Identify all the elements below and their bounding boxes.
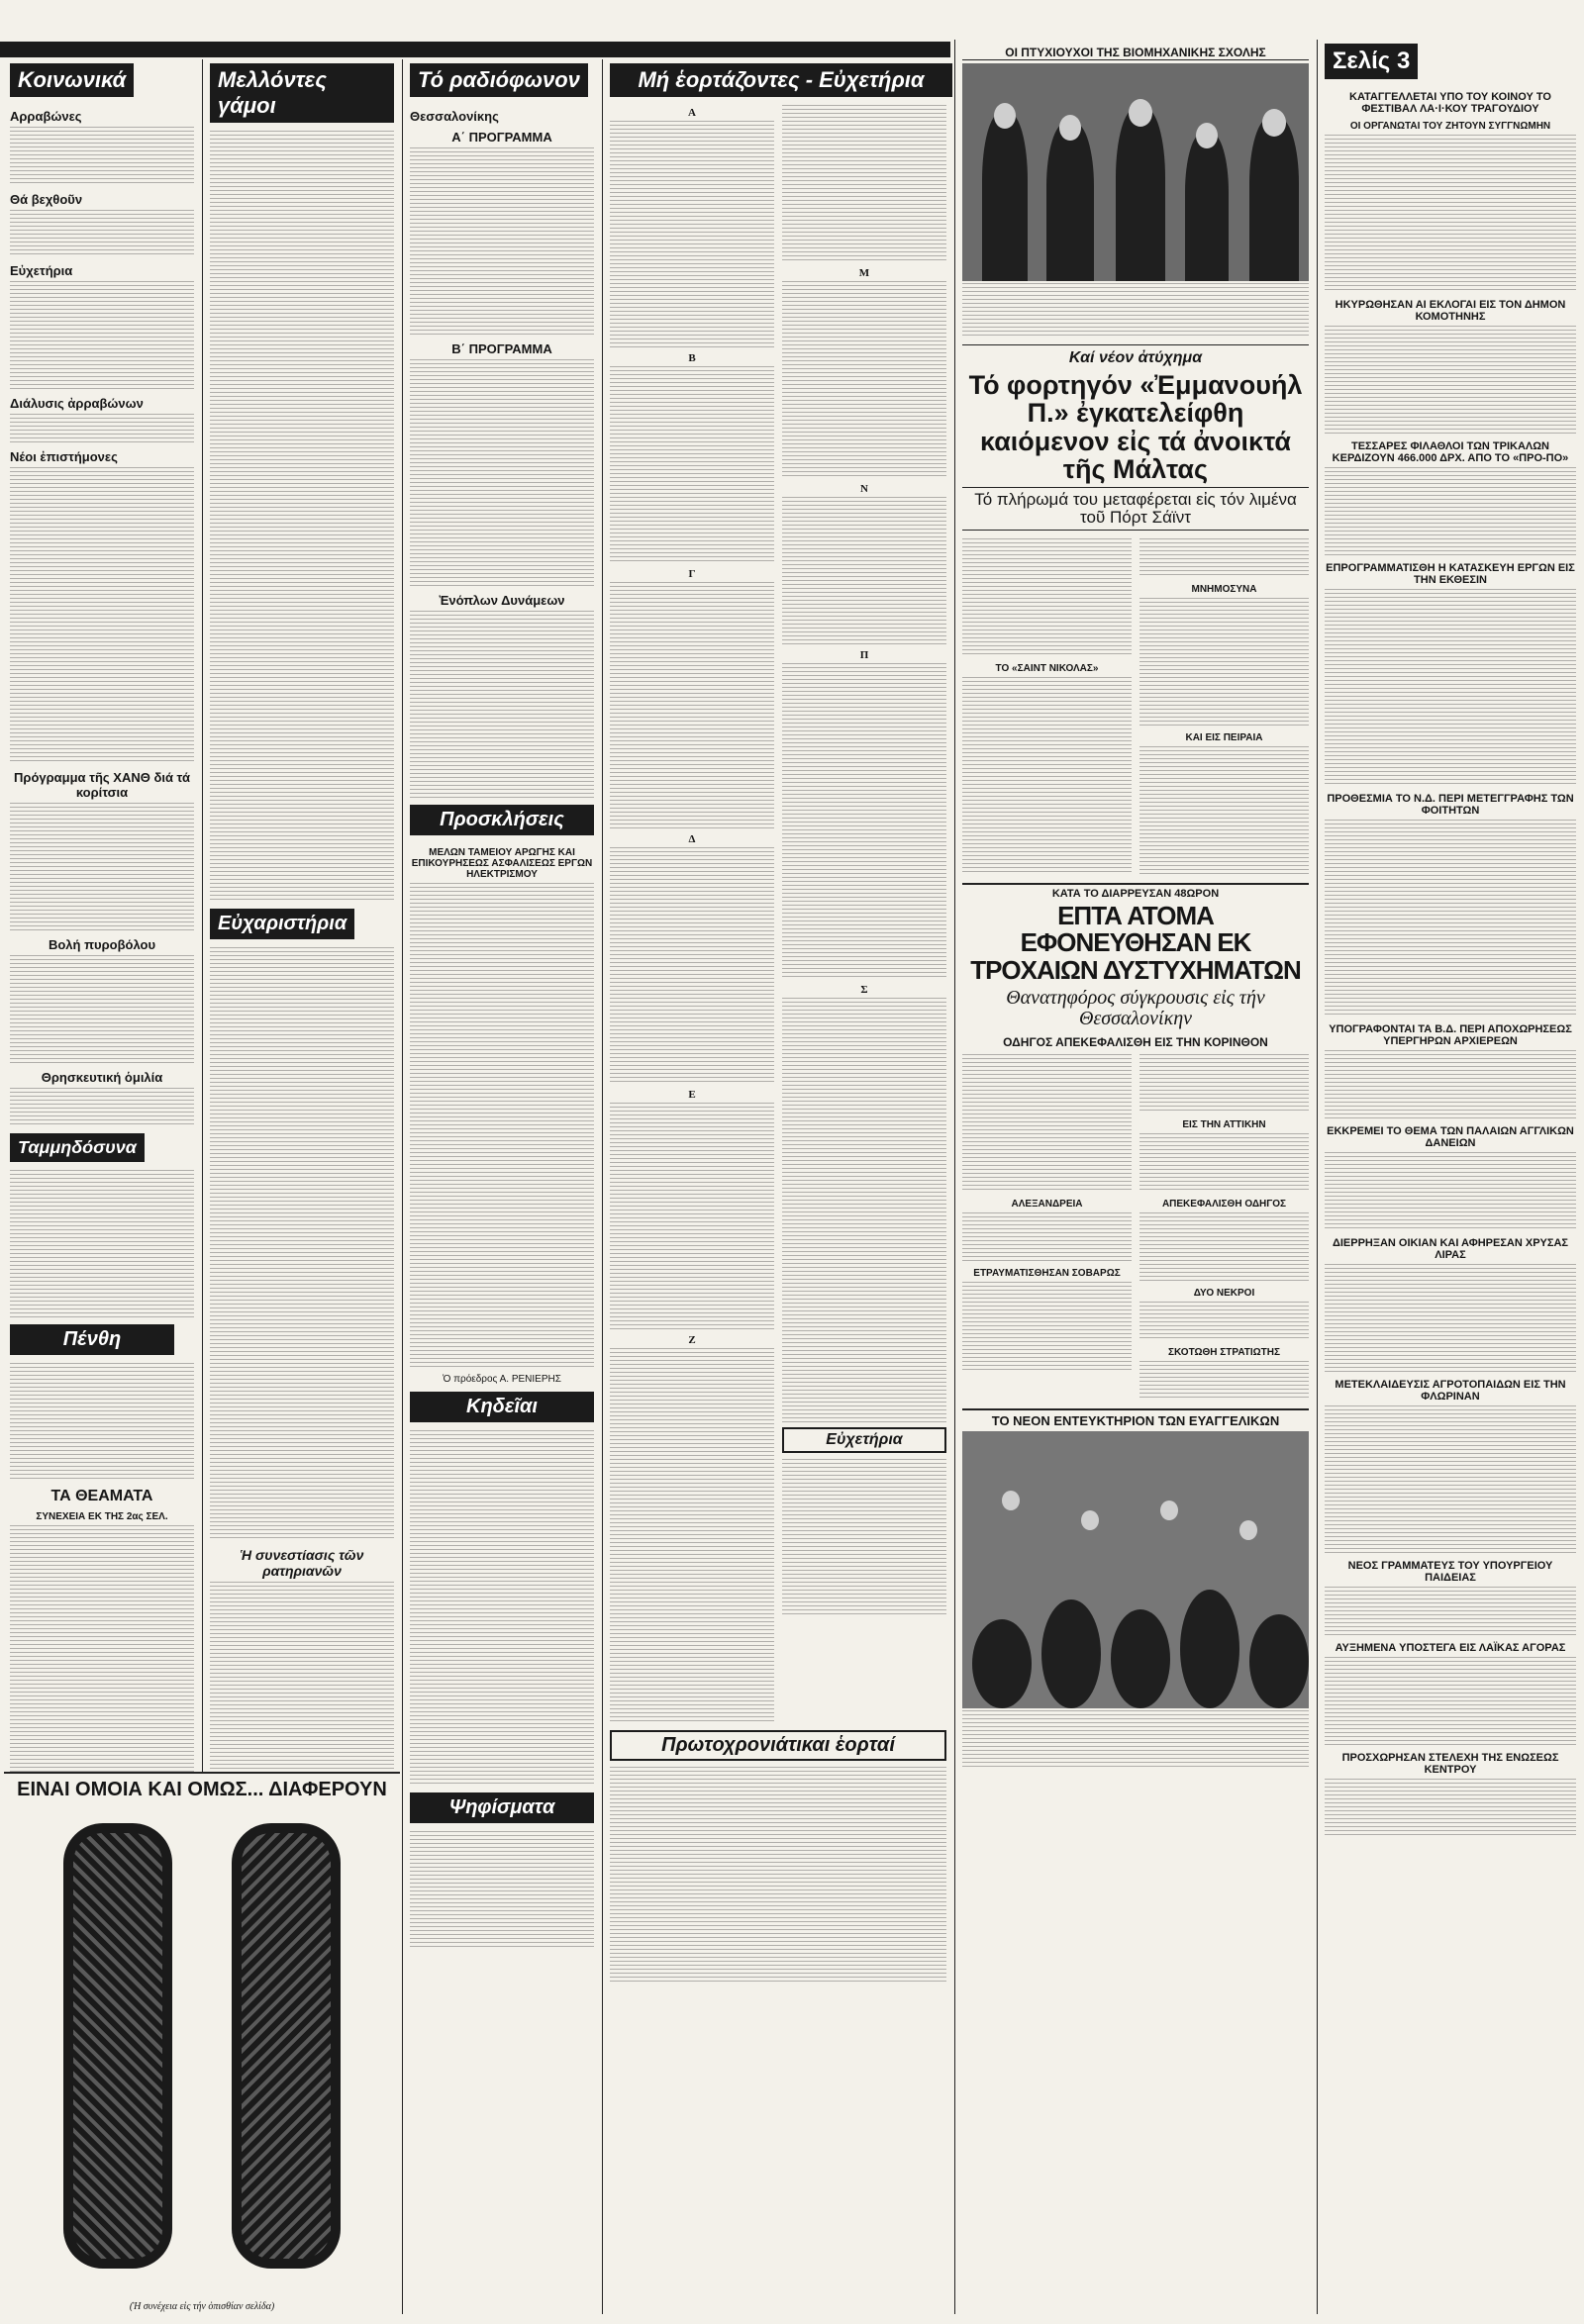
newyear-header: Πρωτοχρονιάτικαι ἑορταί (610, 1730, 946, 1761)
text-block (610, 1348, 774, 1724)
lost-heading: Βολή πυροβόλου (48, 937, 156, 952)
text-block (1139, 1302, 1309, 1341)
text-block (782, 663, 946, 980)
column-radio (404, 59, 600, 2314)
text-block (782, 998, 946, 1423)
text-block (962, 1282, 1132, 1371)
armed-forces-heading: Ἐνόπλων Δυνάμεων (439, 593, 565, 608)
page-number-tag: Σελίς 3 (1325, 44, 1418, 79)
text-block (962, 1212, 1132, 1262)
text-block (1325, 1050, 1576, 1119)
text-block (210, 1582, 394, 1770)
letter-heading: Γ (688, 568, 696, 580)
text-block (1325, 1405, 1576, 1554)
traffic-subheading: ΟΔΗΓΟΣ ΑΠΕΚΕΦΑΛΙΣΘΗ ΕΙΣ ΤΗΝ ΚΟΡΙΝΘΟΝ (1003, 1034, 1268, 1049)
nameday-header: Μή ἑορτάζοντες - Εὐχετήρια (610, 63, 952, 97)
nameday-subcolumn-left (610, 103, 774, 1726)
text-block (10, 127, 194, 186)
graduates-photo (962, 63, 1309, 281)
text-block (782, 1459, 946, 1617)
markets-headline: ΑΥΞΗΜΕΝΑ ΥΠΟΣΤΕΓΑ ΕΙΣ ΛΑΪΚΑΣ ΑΓΟΡΑΣ (1335, 1642, 1566, 1654)
ad-headline: ΕΙΝΑΙ ΟΜΟΙΑ ΚΑΙ ΟΜΩΣ... ΔΙΑΦΕΡΟΥΝ (17, 1779, 387, 1800)
column-briefs (1319, 40, 1582, 2314)
text-block (10, 1363, 194, 1482)
text-block (10, 1088, 194, 1127)
text-block (1325, 1152, 1576, 1231)
mourning-header: Πένθη (10, 1324, 174, 1355)
driver-heading: ΑΠΕΚΕΦΑΛΙΣΘΗ ΟΔΗΓΟΣ (1161, 1198, 1287, 1210)
ad-caption: (Ἡ συνέχεια εἰς τήν ὀπισθίαν σελίδα) (129, 2301, 275, 2312)
text-block (1325, 135, 1576, 293)
evangelical-photo (962, 1431, 1309, 1708)
alexandria-heading: ΑΛΕΞΑΝΔΡΕΙΑ (1011, 1198, 1083, 1210)
program-b-heading: Β΄ ΠΡΟΓΡΑΜΜΑ (451, 341, 552, 356)
traffic-deck: Θανατηφόρος σύγκρουσις εἰς τήν Θεσσαλονίκην (1006, 986, 1265, 1029)
photo-caption (962, 283, 1309, 339)
resolutions-header: Ψηφίσματα (410, 1792, 594, 1823)
text-block (10, 955, 194, 1064)
text-block (1139, 746, 1309, 875)
piraeus-heading: ΚΑΙ ΕΙΣ ΠΕΙΡΑΙΑ (1185, 732, 1263, 744)
text-block (10, 210, 194, 257)
text-block (10, 1170, 194, 1318)
text-block (410, 1430, 594, 1787)
text-block (610, 366, 774, 564)
tire-advertisement (4, 1772, 400, 2318)
traffic-headline: ΕΠΤΑ ΑΤΟΜΑ ΕΦΟΝΕΥΘΗΣΑΝ ΕΚ ΤΡΟΧΑΙΩΝ ΔΥΣΤΥΧΗΜΑΤΩΝ (970, 901, 1301, 985)
column-rule (1317, 40, 1318, 2314)
text-block (1139, 538, 1309, 578)
text-block (10, 803, 194, 931)
invitations-header: Προσκλήσεις (410, 805, 594, 835)
text-block (1139, 1133, 1309, 1193)
festival-headline: ΚΑΤΑΓΓΕΛΛΕΤΑΙ ΥΠΟ ΤΟΥ ΚΟΙΝΟΥ ΤΟ ΦΕΣΤΙΒΑΛ ΛΑ·Ι·ΚΟΥ ΤΡΑΓΟΥΔΙΟΥ (1349, 91, 1551, 115)
letter-heading: Π (859, 649, 869, 661)
traffic-kicker: ΚΑΤΑ ΤΟ ΔΙΑΡΡΕΥΣΑΝ 48ΩΡΟΝ (962, 883, 1309, 900)
text-block (1325, 1587, 1576, 1636)
thanks-header: Εὐχαριστήρια (210, 909, 354, 939)
program-heading: Πρόγραμμα τῆς ΧΑΝΘ διά τά κορίτσια (14, 770, 190, 800)
letter-heading: Ε (688, 1089, 696, 1101)
letter-heading: Ν (860, 483, 868, 495)
graduates-heading: Νέοι ἐπιστήμονες (10, 449, 118, 464)
saint-nicholas-heading: ΤΟ «ΣΑΙΝΤ ΝΙΚΟΛΑΣ» (995, 663, 1099, 675)
text-block (410, 147, 594, 336)
text-block (962, 677, 1132, 875)
text-block (410, 359, 594, 587)
letter-heading: Μ (858, 267, 870, 279)
births-heading: Θά βεχθοῦν (10, 192, 83, 207)
ship-deck: Τό πλήρωμά του μεταφέρεται εἰς τόν λιμένα τοῦ Πόρτ Σάϊντ (962, 487, 1309, 531)
column-rule (954, 40, 955, 2314)
column-weddings (204, 59, 400, 1770)
letter-heading: Σ (860, 984, 868, 996)
radio-station: Θεσσαλονίκης (410, 109, 499, 124)
soldier-heading: ΣΚΟΤΩΘΗ ΣΤΡΑΤΙΩΤΗΣ (1168, 1346, 1280, 1358)
two-dead-heading: ΔΥΟ ΝΕΚΡΟΙ (1193, 1287, 1255, 1299)
text-block (10, 467, 194, 764)
evangelical-photo-title: ΤΟ ΝΕΟΝ ΕΝΤΕΥΚΤΗΡΙΟΝ ΤΩΝ ΕΥΑΓΓΕΛΙΚΩΝ (962, 1408, 1309, 1428)
text-block (210, 947, 394, 1541)
text-block (1325, 1657, 1576, 1746)
column-news (956, 40, 1315, 2314)
text-block (610, 1767, 946, 1985)
wishes-heading: Εὐχετήρια (10, 263, 73, 278)
students-headline: ΠΡΟΘΕΣΜΙΑ ΤΟ Ν.Δ. ΠΕΡΙ ΜΕΤΕΓΓΡΑΦΗΣ ΤΩΝ ΦΟΙΤΗΤΩΝ (1327, 793, 1574, 817)
radio-header: Τό ραδιόφωνον (410, 63, 588, 97)
propo-headline: ΤΕΣΣΑΡΕΣ ΦΙΛΑΘΛΟΙ ΤΩΝ ΤΡΙΚΑΛΩΝ ΚΕΡΔΙΖΟΥΝ 466.000 ΔΡΧ. ΑΠΟ ΤΟ «ΠΡΟ-ΠΟ» (1332, 440, 1569, 464)
nameday-subcolumn-right (782, 103, 946, 1726)
funerals-header: Κηδεῖαι (410, 1392, 594, 1422)
shows-heading: ΤΑ ΘΕΑΜΑΤΑ (50, 1488, 153, 1504)
text-block (1325, 467, 1576, 556)
president-signature: Ὁ πρόεδρος Α. ΡΕΝΙΕΡΗΣ (443, 1374, 561, 1385)
society-header: Κοινωνικά (10, 63, 134, 97)
secretary-headline: ΝΕΟΣ ΓΡΑΜΜΑΤΕΥΣ ΤΟΥ ΥΠΟΥΡΓΕΙΟΥ ΠΑΙΔΕΙΑΣ (1347, 1560, 1553, 1584)
text-block (610, 121, 774, 348)
wishes-header: Εὐχετήρια (782, 1427, 946, 1453)
text-block (1139, 1212, 1309, 1282)
letter-heading: Ζ (688, 1334, 696, 1346)
text-block (962, 1054, 1132, 1193)
attica-heading: ΕΙΣ ΤΗΝ ΑΤΤΙΚΗΝ (1182, 1118, 1266, 1130)
text-block (962, 538, 1132, 657)
engagements-heading: Αρραβώνες (10, 109, 82, 124)
program-a-heading: Α΄ ΠΡΟΓΡΑΜΜΑ (451, 130, 552, 145)
text-block (410, 883, 594, 1368)
komotini-headline: ΗΚΥΡΩΘΗΣΑΝ ΑΙ ΕΚΛΟΓΑΙ ΕΙΣ ΤΟΝ ΔΗΜΟΝ ΚΟΜΟΤΗΝΗΣ (1335, 299, 1566, 323)
text-block (782, 105, 946, 263)
text-block (610, 1103, 774, 1330)
text-block (1325, 326, 1576, 435)
text-block (782, 497, 946, 645)
letter-heading: Α (688, 107, 696, 119)
text-block (1139, 598, 1309, 726)
letter-heading: Β (688, 352, 696, 364)
text-block (10, 281, 194, 390)
text-block (1325, 1264, 1576, 1373)
accident-kicker: Καί νέον ἀτύχημα (962, 344, 1309, 367)
memorials-heading: ΜΝΗΜΟΣΥΝΑ (1191, 584, 1257, 596)
text-block (1139, 1054, 1309, 1114)
sympathy-header: Ταμμηδόσυνα (10, 1133, 145, 1162)
dissolution-heading: Διάλυσις ἀρραβώνων (10, 396, 144, 411)
centre-union-headline: ΠΡΟΣΧΩΡΗΣΑΝ ΣΤΕΛΕΧΗ ΤΗΣ ΕΝΩΣΕΩΣ ΚΕΝΤΡΟΥ (1341, 1752, 1559, 1776)
text-block (782, 281, 946, 479)
festival-subheadline: ΟΙ ΟΡΓΑΝΩΤΑΙ ΤΟΥ ΖΗΤΟΥΝ ΣΥΓΓΝΩΜΗΝ (1349, 121, 1551, 132)
exhibition-headline: ΕΠΡΟΓΡΑΜΜΑΤΙΣΘΗ Η ΚΑΤΑΣΚΕΥΗ ΕΡΓΩΝ ΕΙΣ ΤΗΝ ΕΚΘΕΣΙΝ (1326, 562, 1575, 586)
masthead-strip (0, 42, 950, 57)
text-block (410, 1831, 594, 1950)
column-nameday (604, 59, 952, 2314)
florina-headline: ΜΕΤΕΚΛΑΙΔΕΥΣΙΣ ΑΓΡΟΤΟΠΑΙΔΩΝ ΕΙΣ ΤΗΝ ΦΛΩΡΙΝΑΝ (1335, 1379, 1566, 1403)
loans-headline: ΕΚΚΡΕΜΕΙ ΤΟ ΘΕΜΑ ΤΩΝ ΠΑΛΑΙΩΝ ΑΓΓΛΙΚΩΝ ΔΑΝΕΙΩΝ (1327, 1125, 1574, 1149)
tire-left-icon (63, 1823, 172, 2269)
weddings-header: Μελλόντες γάμοι (210, 63, 394, 123)
anniversary-heading: Ἡ συνεστίασις τῶν ρατηριανῶν (240, 1547, 364, 1579)
tire-right-icon (232, 1823, 341, 2269)
text-block (1325, 589, 1576, 787)
text-block (1325, 1779, 1576, 1838)
text-block (210, 131, 394, 903)
shows-subheading: ΣΥΝΕΧΕΙΑ ΕΚ ΤΗΣ 2ας ΣΕΛ. (36, 1511, 168, 1522)
text-block (610, 847, 774, 1085)
column-rule (602, 59, 603, 2314)
bishops-headline: ΥΠΟΓΡΑΦΟΝΤΑΙ ΤΑ Β.Δ. ΠΕΡΙ ΑΠΟΧΩΡΗΣΕΩΣ ΥΠΕΡΓΗΡΩΝ ΑΡΧΙΕΡΕΩΝ (1329, 1023, 1572, 1047)
ship-headline: Τό φορτηγόν «Ἐμμανουήλ Π.» ἐγκατελείφθη καιόμενον εἰς τά ἀνοικτά τῆς Μάλτας (968, 370, 1303, 485)
photo-title: ΟΙ ΠΤΥΧΙΟΥΧΟΙ ΤΗΣ ΒΙΟΜΗΧΑΝΙΚΗΣ ΣΧΟΛΗΣ (962, 46, 1309, 60)
burglary-headline: ΔΙΕΡΡΗΞΑΝ ΟΙΚΙΑΝ ΚΑΙ ΑΦΗΡΕΣΑΝ ΧΡΥΣΑΣ ΛΙΡΑΣ (1332, 1237, 1569, 1261)
column-rule (402, 59, 403, 2314)
invitation-line: ΜΕΛΩΝ ΤΑΜΕΙΟΥ ΑΡΩΓΗΣ ΚΑΙ ΕΠΙΚΟΥΡΗΣΕΩΣ ΑΣΦΑΛΙΣΕΩΣ ΕΡΓΩΝ ΗΛΕΚΤΡΙΣΜΟΥ (411, 847, 593, 880)
religious-heading: Θρησκευτική ὁμιλία (41, 1070, 163, 1085)
text-block (1139, 1361, 1309, 1401)
text-block (410, 611, 594, 799)
letter-heading: Δ (688, 833, 696, 845)
text-block (10, 414, 194, 443)
photo-caption (962, 1710, 1309, 1770)
injured-heading: ΕΤΡΑΥΜΑΤΙΣΘΗΣΑΝ ΣΟΒΑΡΩΣ (973, 1267, 1121, 1279)
text-block (1325, 820, 1576, 1017)
text-block (610, 582, 774, 829)
